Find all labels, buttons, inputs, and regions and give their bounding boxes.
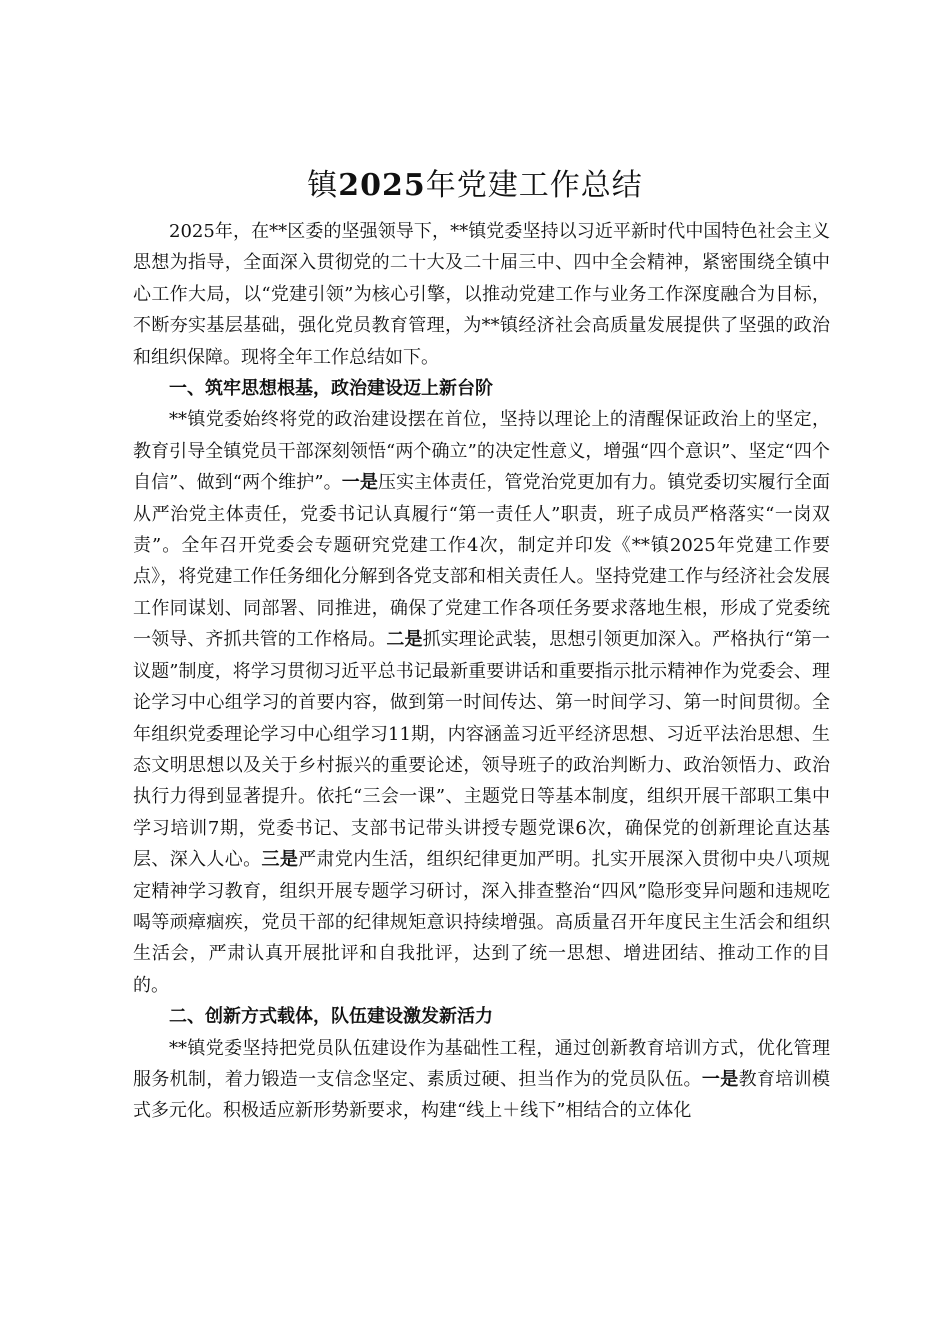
- title-prefix: 镇: [307, 168, 339, 203]
- section-2-heading: 二、创新方式载体，队伍建设激发新活力: [169, 1006, 493, 1028]
- section-2-keyword-1: 一是: [701, 1068, 739, 1090]
- document-body: [133, 216, 830, 1127]
- section-1-paragraph: [133, 404, 830, 1001]
- section-1-text-1: **镇党委始终将党的政治建设摆在首位，坚持以理论上的清醒保证政治上的坚定，教育引导全镇党员干部深刻领悟“两个确立”的决定性意义，增强“四个意识”、坚定“四个自信”、做到“两个维护”。: [133, 409, 830, 494]
- section-1-text-3: 抓实理论武装，思想引领更加深入。严格执行“第一议题”制度，将学习贯彻习近平总书记最新重要讲话和重要指示批示精神作为党委会、理论学习中心组学习的首要内容，做到第一时间传达、第一时间学习、第一时间贯彻。全年组织党委理论学习中心组学习11期，内容涵盖习近平经济思想、习近平法治思想、生态文明思想以及关于乡村振兴的重要论述，领导班子的政治判断力、政治领悟力、政治执行力得到显著提升。依托“三会一课”、主题党日等基本制度，组织开展干部职工集中学习培训7期，党委书记、支部书记带头讲授专题党课6次，确保党的创新理论直达基层、深入人心。: [133, 629, 831, 871]
- section-1-text-4: 严肃党内生活，组织纪律更加严明。扎实开展深入贯彻中央八项规定精神学习教育，组织开展专题学习研讨，深入排查整治“四风”隐形变异问题和违规吃喝等顽瘴痼疾，党员干部的纪律规矩意识持续增强。高质量召开年度民主生活会和组织生活会，严肃认真开展批评和自我批评，达到了统一思想、增进团结、推动工作的目的。: [133, 849, 831, 996]
- section-2-text-2: 教育培训模式多元化。积极适应新形势新要求，构建“线上＋线下”相结合的立体化: [133, 1068, 830, 1122]
- section-1-keyword-1: 一是: [341, 472, 378, 494]
- section-1-heading: 一、筑牢思想根基，政治建设迈上新台阶: [169, 378, 493, 400]
- section-1-keyword-3: 三是: [261, 849, 299, 871]
- intro-paragraph: 2025年，在**区委的坚强领导下，**镇党委坚持以习近平新时代中国特色社会主义思想为指导，全面深入贯彻党的二十大及二十届三中、四中全会精神，紧密围绕全镇中心工作大局，以“党建引领”为核心引擎，以推动党建工作与业务工作深度融合为目标，不断夯实基层基础，强化党员教育管理，为**镇经济社会高质量发展提供了坚强的政治和组织保障。现将全年工作总结如下。: [133, 221, 830, 368]
- section-2-paragraph: [133, 1033, 830, 1127]
- section-2-text-1: **镇党委坚持把党员队伍建设作为基础性工程，通过创新教育培训方式，优化管理服务机制，着力锻造一支信念坚定、素质过硬、担当作为的党员队伍。: [133, 1037, 830, 1090]
- document-title: [0, 166, 950, 206]
- section-1-text-2: 压实主体责任，管党治党更加有力。镇党委切实履行全面从严治党主体责任，党委书记认真履行“第一责任人”职责，班子成员严格落实“一岗双责”。全年召开党委会专题研究党建工作4次，制定并印发《**镇2025年党建工作要点》，将党建工作任务细化分解到各党支部和相关责任人。坚持党建工作与经济社会发展工作同谋划、同部署、同推进，确保了党建工作各项任务要求落地生根，形成了党委统一领导、齐抓共管的工作格局。: [133, 472, 831, 651]
- section-1-keyword-2: 二是: [386, 629, 423, 651]
- title-year: 2025: [338, 168, 426, 203]
- title-suffix: 年党建工作总结: [425, 168, 643, 203]
